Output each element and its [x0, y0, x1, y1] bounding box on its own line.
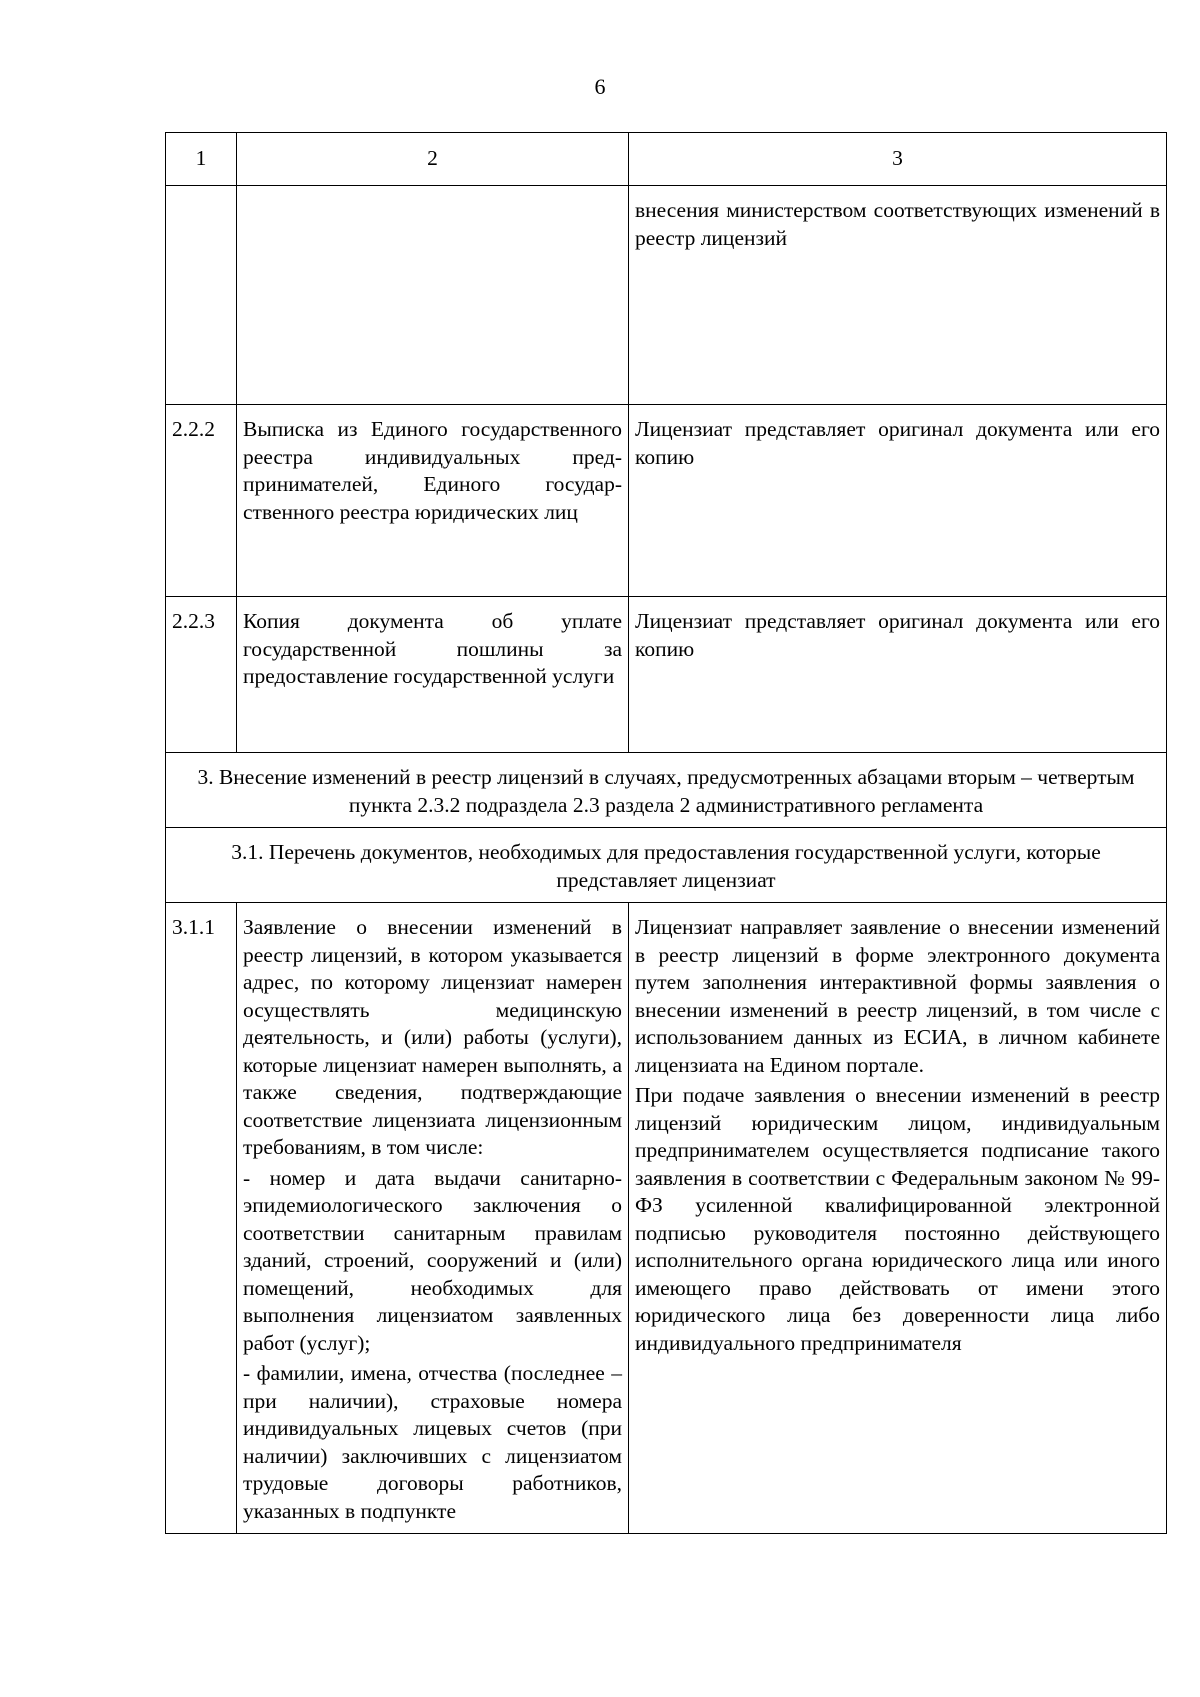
header-col-2: 2: [237, 133, 629, 186]
document-cell: Копия документа об уплате государственной пошлины за предоставление государственной услуги: [237, 597, 629, 753]
page-number: 6: [594, 74, 606, 99]
table-row: [166, 186, 1167, 405]
table-row: [166, 597, 1167, 753]
section-heading-row: [166, 753, 1167, 828]
document-list-item: - номер и дата выдачи санитарно-эпидемиологического заключения о соответствии санитарным правилам зданий, строений, сооружений и (или) помещений, необходимых для выполнения лицензиатом заявленных работ (услуг);: [243, 1165, 622, 1355]
table-header-row: [166, 133, 1167, 186]
row-number-cell: 3.1.1: [166, 903, 237, 1534]
section-heading: 3. Внесение изменений в реестр лицензий в случаях, предусмотренных абзацами вторым – четвертым пункта 2.3.2 подраздела 2.3 раздела 2 административного регламента: [166, 753, 1167, 828]
row-number-cell: 2.2.3: [166, 597, 237, 753]
document-text: Заявление о внесении изменений в реестр лицензий, в котором указывается адрес, по которому лицензиат намерен осуществлять медицинскую деятельность, и (или) работы (услуги), которые лицензиат намерен выполнять, а также сведения, подтверждающие соответствие лицензиата лицензионным требованиям, в том числе:: [243, 915, 622, 1159]
row-number-cell: [166, 186, 237, 405]
note-cell: [629, 903, 1167, 1534]
note-cell: Лицензиат представляет оригинал документа или его копию: [629, 405, 1167, 597]
subsection-heading: 3.1. Перечень документов, необходимых для предоставления государственной услуги, которые представляет лицензиат: [166, 828, 1167, 903]
header-col-1: 1: [166, 133, 237, 186]
table-row: [166, 405, 1167, 597]
document-cell: [237, 186, 629, 405]
requirements-table: [165, 132, 1167, 1534]
note-cell: Лицензиат представляет оригинал документа или его копию: [629, 597, 1167, 753]
document-cell: Выписка из Единого государственного реестра индивидуальных предпринимателей, Единого государственного реестра юридических лиц: [237, 405, 629, 597]
subsection-heading-row: [166, 828, 1167, 903]
table-row: [166, 903, 1167, 1534]
note-paragraph: При подаче заявления о внесении изменений в реестр лицензий юридическим лицом, индивидуальным предпринимателем осуществляется подписание такого заявления в соответствии с Федеральным законом № 99-ФЗ усиленной квалифицированной электронной подписью руководителя постоянно действующего исполнительного органа юридического лица или иного имеющего право действовать от имени этого юридического лица без доверенности лица либо индивидуального предпринимателя: [635, 1083, 1160, 1355]
document-cell: [237, 903, 629, 1534]
note-cell: внесения министерством соответствующих изменений в реестр лицензий: [629, 186, 1167, 405]
document-list-item: - фамилии, имена, отчества (последнее – при наличии), страховые номера индивидуальных лицевых счетов (при наличии) заключивших с лицензиатом трудовые договоры работников, указанных в подпункте: [243, 1361, 622, 1523]
note-paragraph: Лицензиат направляет заявление о внесении изменений в реестр лицензий в форме электронного документа путем заполнения интерактивной формы заявления о внесении изменений в реестр лицензий, в том числе с использованием данных из ЕСИА, в личном кабинете лицензиата на Едином портале.: [635, 915, 1160, 1077]
header-col-3: 3: [629, 133, 1167, 186]
row-number-cell: 2.2.2: [166, 405, 237, 597]
